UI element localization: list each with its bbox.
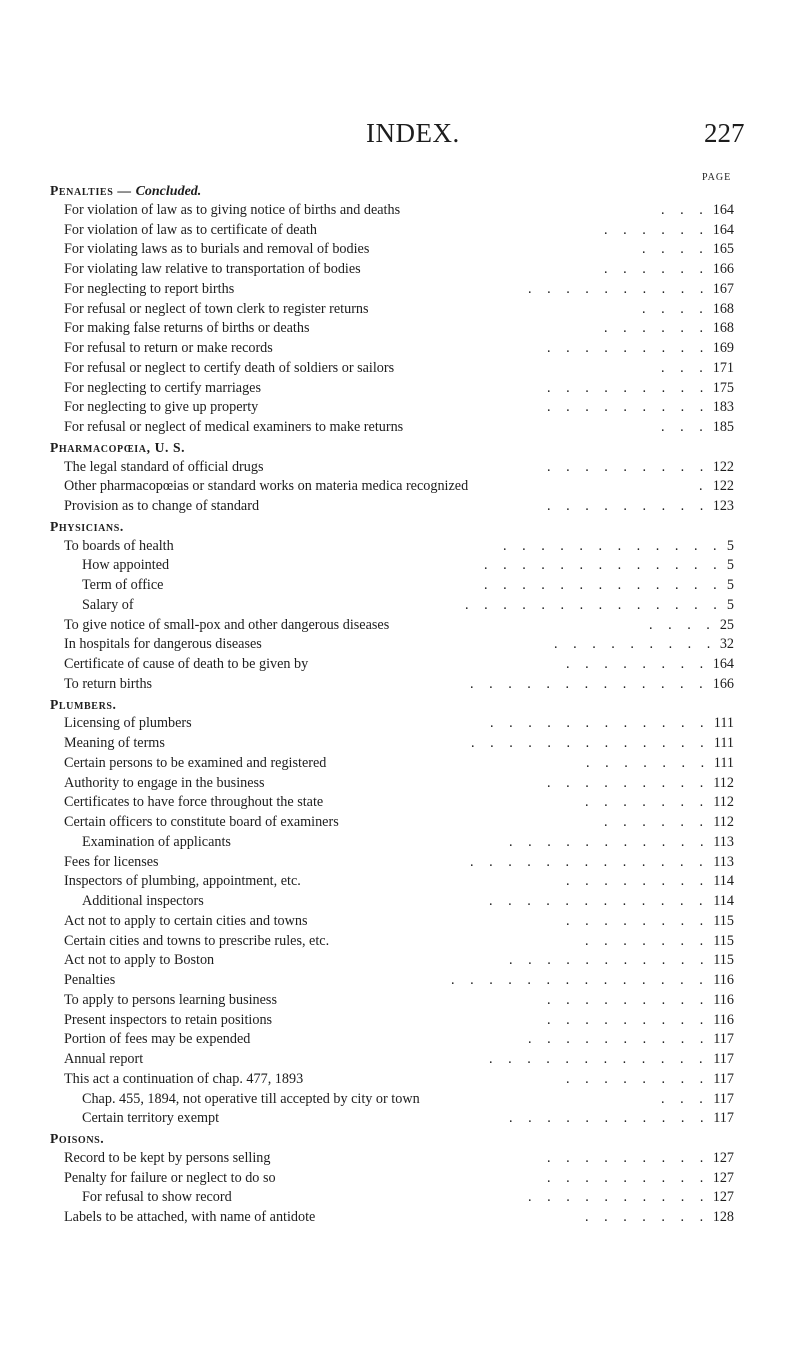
dot-leader: . . . . . . (604, 320, 710, 337)
index-entry (50, 556, 770, 576)
entry-text: Term of office (82, 577, 164, 593)
index-entry (50, 971, 770, 991)
entry-text: For neglecting to give up property (64, 399, 259, 416)
page-ref: 122 (712, 458, 734, 475)
index-entry (50, 655, 770, 675)
entry-text: Authority to engage in the business (64, 774, 265, 791)
dot-leader: . . . . . . . . (566, 912, 710, 929)
dot-leader: . . . . . . . . . . . (509, 952, 710, 969)
page-ref: 127 (712, 1149, 734, 1166)
index-entry (50, 892, 770, 912)
dot-leader: . . . . . . . . . . . . (490, 715, 710, 732)
dot-leader: . . . . (649, 616, 716, 633)
dot-leader: . . . . . . . . . (547, 458, 710, 475)
page-ref: 128 (712, 1209, 734, 1225)
page-ref: 116 (713, 1011, 734, 1028)
dot-leader: . . . . . . . . . . (528, 1031, 710, 1048)
entry-text: To return births (64, 675, 153, 692)
dot-leader: . . . . . . . . . . . . (503, 537, 723, 554)
page-ref: 112 (713, 814, 734, 830)
dot-leader: . . . . . . . . . . . . . (471, 735, 710, 751)
dot-leader: . . . . . . . . . . . . . (484, 577, 723, 593)
page-ref: 5 (726, 577, 734, 593)
index-entry (50, 991, 770, 1011)
page-ref: 114 (713, 893, 734, 909)
page-ref: 165 (712, 241, 734, 258)
entry-text: For neglecting to certify marriages (64, 379, 261, 396)
dot-leader: . . . . . . . . (566, 656, 710, 672)
page-ref: 5 (726, 557, 734, 574)
dot-leader: . . . . . . . . . (554, 636, 717, 653)
running-title: INDEX. (366, 118, 460, 148)
index-entry (50, 280, 770, 300)
index-entry (50, 675, 770, 695)
heading-main: Penalties — (50, 183, 136, 198)
dot-leader: . . . . . . . . . . . (509, 833, 710, 850)
index-entry (50, 1149, 770, 1169)
index-entry (50, 201, 770, 221)
index-entry (50, 1030, 770, 1050)
entry-text: Other pharmacopœias or standard works on materia medica recognized (64, 478, 469, 495)
index-entry (50, 774, 770, 794)
page-ref: 115 (713, 952, 734, 969)
page-ref: 114 (713, 873, 734, 890)
page-ref: 183 (712, 399, 734, 416)
index-entry (50, 576, 770, 596)
page-ref: 112 (713, 774, 734, 791)
index-entry (50, 1070, 770, 1090)
page-ref: 123 (712, 498, 734, 514)
entry-text: Labels to be attached, with name of antidote (64, 1209, 316, 1225)
page-ref: 117 (713, 1070, 734, 1087)
page-ref: 164 (712, 221, 734, 238)
index-entry (50, 537, 770, 557)
dot-leader: . . . (661, 419, 709, 435)
index-entry (50, 1090, 770, 1110)
index-entry (50, 359, 770, 379)
page-ref: 115 (713, 932, 734, 949)
entry-text: Additional inspectors (82, 893, 204, 909)
index-entry (50, 497, 770, 517)
page-ref: 167 (712, 280, 734, 297)
entry-text: In hospitals for dangerous diseases (64, 636, 262, 653)
index-entry (50, 1169, 770, 1189)
index-entry (50, 240, 770, 260)
entry-text: For violation of law as to giving notice of births and deaths (64, 201, 401, 218)
entry-text: This act a continuation of chap. 477, 1893 (64, 1070, 304, 1087)
dot-leader: . . . . . . . . . . (528, 1189, 710, 1206)
entry-text: For refusal or neglect of medical examiners to make returns (64, 419, 404, 435)
dot-leader: . . . . . . . . . . . . (489, 1051, 709, 1067)
entry-text: Chap. 455, 1894, not operative till accepted by city or town (82, 1090, 420, 1107)
entry-text: The legal standard of official drugs (64, 458, 264, 475)
entry-text: Certain officers to constitute board of examiners (64, 814, 339, 830)
dot-leader: . . . (661, 1090, 709, 1107)
page-ref: 175 (712, 379, 734, 396)
index-entry (50, 596, 770, 616)
dot-leader: . . . . . . . . . (547, 1149, 710, 1166)
page-ref: 169 (712, 340, 734, 356)
entry-text: Record to be kept by persons selling (64, 1149, 271, 1166)
dot-leader: . . . . (642, 241, 709, 258)
index-entry (50, 813, 770, 833)
page-ref: 168 (712, 300, 734, 317)
page-ref: 117 (713, 1031, 734, 1048)
index-entry (50, 734, 770, 754)
dot-leader: . . . . . . . . (566, 1070, 710, 1087)
entry-text: Inspectors of plumbing, appointment, etc. (64, 873, 301, 890)
dot-leader: . . . (661, 359, 709, 376)
page-header (0, 116, 800, 156)
dot-leader: . . . . . . . . . . . . . . (465, 596, 723, 613)
entry-text: For refusal or neglect to certify death of soldiers or sailors (64, 359, 395, 376)
index-entry (50, 793, 770, 813)
dot-leader: . . . . . . . . . (547, 991, 710, 1008)
dot-leader: . (699, 478, 709, 495)
index-entry (50, 319, 770, 339)
page-ref: 127 (712, 1189, 734, 1206)
entry-text: Penalty for failure or neglect to do so (64, 1169, 276, 1186)
entry-text: For making false returns of births or deaths (64, 320, 310, 337)
dot-leader: . . . . . . . . . (547, 1169, 710, 1186)
index-heading (50, 1129, 770, 1149)
entry-text: Meaning of terms (64, 735, 165, 751)
page-ref: 117 (713, 1051, 734, 1067)
entry-text: For violating laws as to burials and removal of bodies (64, 241, 370, 258)
entry-text: How appointed (82, 557, 170, 574)
dot-leader: . . . . . . . . . . (528, 280, 710, 297)
page-ref: 115 (713, 912, 734, 929)
page-ref: 164 (712, 201, 734, 218)
index-entry (50, 833, 770, 853)
index-entry (50, 260, 770, 280)
index-entry (50, 616, 770, 636)
index-entry (50, 458, 770, 478)
index-heading (50, 517, 770, 537)
entry-text: For refusal to return or make records (64, 340, 273, 356)
page-ref: 111 (713, 715, 734, 732)
page-ref: 113 (713, 853, 734, 870)
dot-leader: . . . . . . . . . (547, 774, 710, 791)
index-entry (50, 1050, 770, 1070)
dot-leader: . . . . . . . (585, 794, 710, 811)
entry-text: To boards of health (64, 537, 174, 554)
entry-text: Certificate of cause of death to be given by (64, 656, 309, 672)
entry-text: For neglecting to report births (64, 280, 235, 297)
page-ref: 117 (713, 1090, 734, 1107)
index-entry (50, 951, 770, 971)
dot-leader: . . . . . . (604, 814, 710, 830)
index-entry (50, 754, 770, 774)
page-ref: 111 (713, 735, 734, 751)
page-ref: 111 (713, 754, 734, 771)
entry-text: Portion of fees may be expended (64, 1031, 251, 1048)
index-entry (50, 932, 770, 952)
dot-leader: . . . . . . . . . (547, 399, 710, 416)
dot-leader: . . . . . . . (585, 1209, 710, 1225)
entry-text: Certain territory exempt (82, 1110, 220, 1127)
entry-text: Act not to apply to Boston (64, 952, 215, 969)
index-entry (50, 339, 770, 359)
page-ref: 117 (713, 1110, 734, 1127)
page-ref: 32 (719, 636, 734, 653)
index-entry (50, 221, 770, 241)
entry-text: For violation of law as to certificate of death (64, 221, 317, 238)
entry-text: To apply to persons learning business (64, 991, 277, 1008)
page-ref: 168 (712, 320, 734, 337)
entry-text: Penalties (64, 972, 116, 988)
page-ref: 5 (726, 596, 734, 613)
page-ref: 25 (719, 616, 734, 633)
page-ref: 166 (712, 261, 734, 277)
index-entry (50, 635, 770, 655)
index-entry (50, 872, 770, 892)
dot-leader: . . . . . . . . . . . . . (470, 853, 709, 870)
page-ref: 116 (713, 972, 734, 988)
heading-main: Poisons. (50, 1131, 105, 1146)
dot-leader: . . . . . . . . . . . . . (470, 675, 709, 692)
entry-text: Annual report (64, 1051, 144, 1067)
entry-text: Certificates to have force throughout the state (64, 794, 324, 811)
index-heading (50, 438, 770, 458)
dot-leader: . . . . . . (604, 261, 710, 277)
dot-leader: . . . . . . (604, 221, 710, 238)
index-entry (50, 418, 770, 438)
heading-main: Pharmacopœia, U. S. (50, 439, 186, 455)
index-entry (50, 398, 770, 418)
entry-text: Present inspectors to retain positions (64, 1011, 273, 1028)
index-heading (50, 695, 770, 715)
entry-text: Certain cities and towns to prescribe rules, etc. (64, 932, 330, 949)
page-ref: 185 (712, 419, 734, 435)
entry-text: Salary of (82, 596, 134, 613)
entry-text: For refusal or neglect of town clerk to register returns (64, 300, 369, 317)
page-ref: 166 (712, 675, 734, 692)
dot-leader: . . . (661, 201, 709, 218)
dot-leader: . . . . . . . . . (547, 379, 710, 396)
index-entry (50, 912, 770, 932)
index-entry (50, 379, 770, 399)
entry-text: Licensing of plumbers (64, 715, 192, 732)
index-entry (50, 1208, 770, 1228)
dot-leader: . . . . . . . (586, 754, 711, 771)
page-ref: 127 (712, 1169, 734, 1186)
entry-text: To give notice of small-pox and other dangerous diseases (64, 616, 390, 633)
index-entry (50, 1109, 770, 1129)
entry-text: Provision as to change of standard (64, 498, 260, 514)
page-ref: 113 (713, 833, 734, 850)
dot-leader: . . . . . . . . . (547, 498, 710, 514)
page-column-label: PAGE (702, 172, 732, 183)
index-entry (50, 1188, 770, 1208)
page-ref: 116 (713, 991, 734, 1008)
index-entry (50, 300, 770, 320)
page-number: 227 (704, 118, 745, 148)
dot-leader: . . . . . . . . . (547, 1011, 710, 1028)
index-heading (50, 181, 770, 201)
dot-leader: . . . . . . . . . . . . (489, 893, 709, 909)
page-ref: 5 (726, 537, 734, 554)
page-ref: 171 (712, 359, 734, 376)
dot-leader: . . . . . . . . . . . (509, 1110, 710, 1127)
dot-leader: . . . . . . . (585, 932, 710, 949)
heading-qualifier: Concluded. (135, 184, 202, 199)
dot-leader: . . . . . . . . (566, 873, 710, 890)
dot-leader: . . . . (642, 300, 709, 317)
dot-leader: . . . . . . . . . . . . . (484, 557, 723, 574)
entry-text: Act not to apply to certain cities and towns (64, 912, 308, 929)
index-entry (50, 714, 770, 734)
index-body (50, 181, 770, 1228)
page-ref: 112 (713, 794, 734, 811)
entry-text: Fees for licenses (64, 853, 159, 870)
heading-main: Physicians. (50, 518, 124, 534)
dot-leader: . . . . . . . . . (547, 340, 710, 356)
entry-text: For violating law relative to transportation of bodies (64, 261, 361, 277)
heading-main: Plumbers. (50, 696, 117, 712)
page-ref: 122 (712, 478, 734, 495)
dot-leader: . . . . . . . . . . . . . . (451, 972, 709, 988)
entry-text: Certain persons to be examined and registered (64, 754, 327, 771)
index-entry (50, 477, 770, 497)
index-entry (50, 1011, 770, 1031)
index-entry (50, 853, 770, 873)
entry-text: For refusal to show record (82, 1189, 232, 1206)
entry-text: Examination of applicants (82, 833, 231, 850)
page-ref: 164 (712, 656, 734, 672)
